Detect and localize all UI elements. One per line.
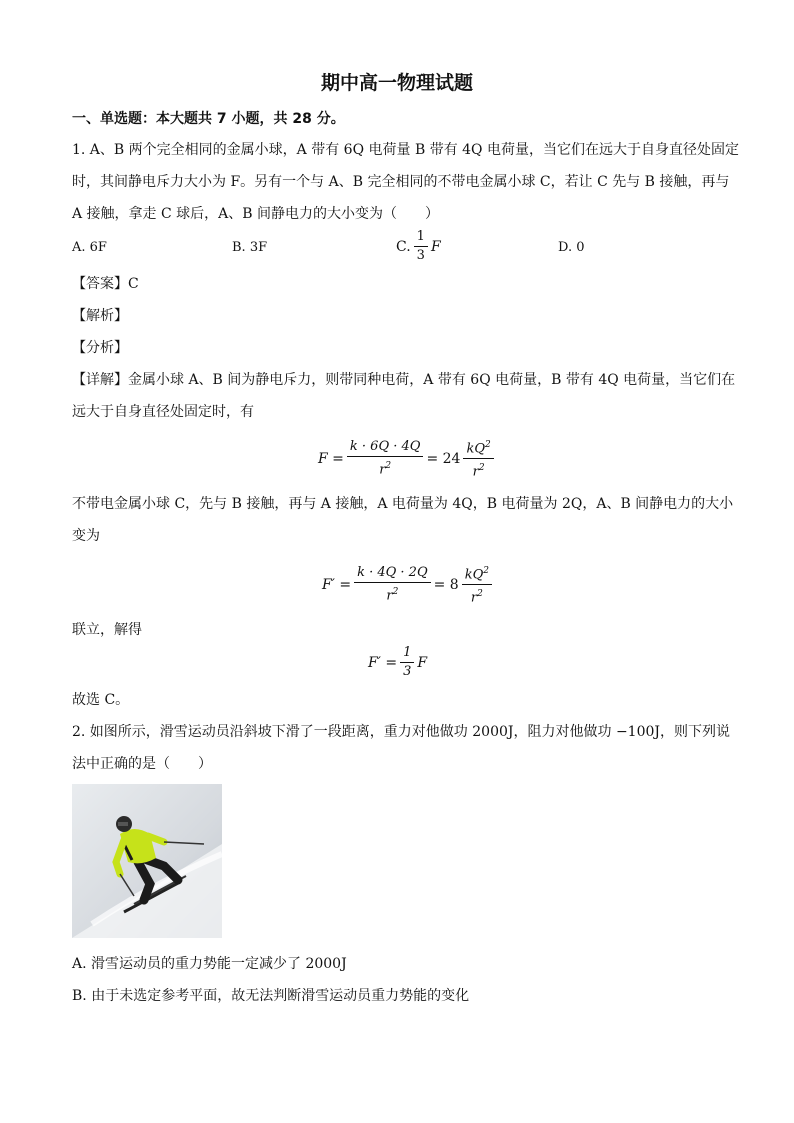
analysis-tag: 【解析】 (72, 308, 128, 324)
q1-option-c-label: C. (396, 238, 411, 255)
q2-option-a: A. 滑雪运动员的重力势能一定减少了 2000J (72, 956, 347, 972)
eq1-den: $r^2$ (379, 461, 392, 478)
q1-stem-line-3: A 接触，拿走 C 球后，A、B 间静电力的大小变为（ ） (72, 206, 440, 222)
eq2-lhs: F′ = (322, 576, 352, 593)
eq3-fraction (400, 644, 414, 681)
q2-stem-line-2: 法中正确的是（ ） (72, 756, 212, 772)
after-eq1-line-2: 变为 (72, 528, 100, 544)
eq1-fraction-2 (463, 436, 493, 482)
eq2-den-2: $r^2$ (470, 589, 483, 606)
eq1-fraction (347, 438, 424, 479)
eq1-num: k · 6Q · 4Q (347, 438, 424, 457)
q1-option-c (396, 228, 441, 265)
eq1-mid: = 24 (426, 450, 461, 467)
eq2-num-2: $kQ^2$ (462, 562, 492, 585)
eq2-mid: = 8 (433, 576, 459, 593)
after-eq1-line-1: 不带电金属小球 C，先与 B 接触，再与 A 接触，A 电荷量为 4Q，B 电荷量为 2Q，A、B 间静电力的大小 (72, 496, 734, 512)
equation-1 (318, 436, 497, 482)
eq1-lhs: F = (318, 450, 344, 467)
skier-illustration (72, 784, 222, 938)
q1-option-c-den: 3 (416, 248, 425, 263)
q1-stem-line-1: 1. A、B 两个完全相同的金属小球，A 带有 6Q 电荷量 B 带有 4Q 电荷量，当它们在远大于自身直径处固定 (72, 142, 739, 158)
detail-line-1: 【详解】金属小球 A、B 间为静电斥力，则带同种电荷，A 带有 6Q 电荷量，B 带有 4Q 电荷量，当它们在 (72, 372, 736, 388)
q1-stem-line-2: 时，其间静电斥力大小为 F。另有一个与 A、B 完全相同的不带电金属小球 C，若让 C 先与 B 接触，再与 (72, 174, 730, 190)
q1-option-b: B. 3F (232, 240, 268, 255)
q1-option-d: D. 0 (558, 240, 585, 255)
answer-tag: 【答案】C (72, 276, 139, 292)
eq3-num: 1 (400, 644, 414, 663)
equation-2 (322, 562, 495, 608)
page-title: 期中高一物理试题 (320, 72, 473, 94)
eq3-lhs: F′ = (368, 654, 398, 671)
eq1-den-2: $r^2$ (472, 463, 485, 480)
q2-option-b: B. 由于未选定参考平面，故无法判断滑雪运动员重力势能的变化 (72, 988, 470, 1004)
eq2-den: $r^2$ (386, 587, 399, 604)
eq3-suffix: F (417, 654, 428, 671)
eq2-fraction-2 (462, 562, 492, 608)
q1-option-c-suffix: F (430, 238, 441, 255)
skier-photo (72, 784, 222, 938)
detail-line-2: 远大于自身直径处固定时，有 (72, 404, 254, 420)
conclusion: 故选 C。 (72, 692, 130, 708)
eq3-den: 3 (403, 664, 412, 679)
eq2-fraction (354, 564, 431, 605)
eq1-num-2: $kQ^2$ (463, 436, 493, 459)
q2-stem-line-1: 2. 如图所示，滑雪运动员沿斜坡下滑了一段距离，重力对他做功 2000J，阻力对他做功 −100J，则下列说 (72, 724, 731, 740)
q1-option-a: A. 6F (72, 240, 107, 255)
section-heading: 一、单选题：本大题共 7 小题，共 28 分。 (72, 111, 345, 127)
equation-3 (368, 644, 427, 681)
fenxi-tag: 【分析】 (72, 340, 128, 356)
eq2-num: k · 4Q · 2Q (354, 564, 431, 583)
q1-option-c-fraction (414, 228, 428, 265)
q1-option-c-num: 1 (414, 228, 428, 247)
join-text: 联立，解得 (72, 622, 142, 638)
